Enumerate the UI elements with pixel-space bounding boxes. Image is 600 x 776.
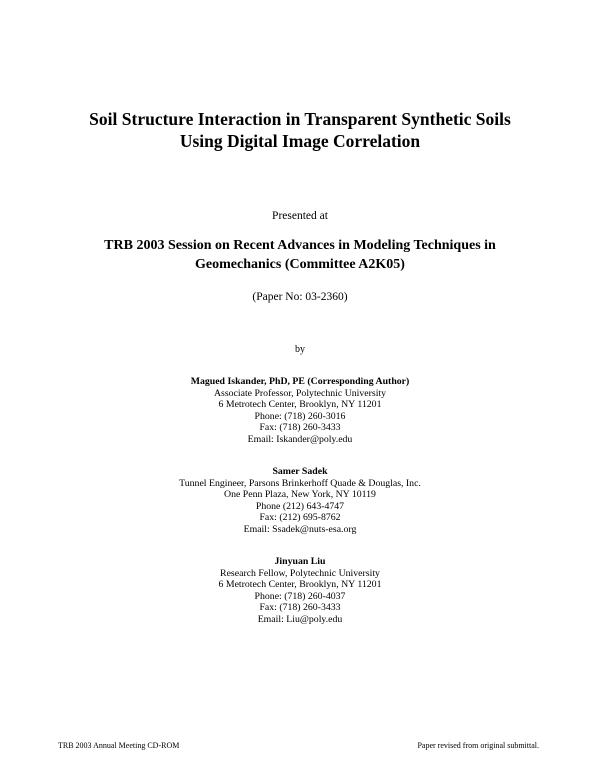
paper-number: (Paper No: 03-2360) bbox=[252, 291, 348, 303]
author-phone: Phone: (718) 260-4037 bbox=[254, 590, 346, 602]
title-line-2: Using Digital Image Correlation bbox=[179, 131, 421, 151]
title-line-1: Soil Structure Interaction in Transparent Synthetic Soils bbox=[89, 109, 511, 129]
paper-title bbox=[0, 108, 600, 152]
author-name: Samer Sadek bbox=[272, 466, 328, 477]
author-affiliation: Research Fellow, Polytechnic University bbox=[220, 567, 380, 579]
footer-right: Paper revised from original submittal. bbox=[417, 741, 539, 750]
author-address: 6 Metrotech Center, Brooklyn, NY 11201 bbox=[218, 579, 382, 590]
author-block-sadek bbox=[0, 466, 600, 535]
author-block-liu bbox=[0, 556, 600, 625]
author-address: One Penn Plaza, New York, NY 10119 bbox=[224, 489, 376, 500]
session-title bbox=[0, 236, 600, 274]
author-email: Email: Iskander@poly.edu bbox=[247, 433, 353, 445]
author-block-iskander bbox=[0, 376, 600, 445]
footer-left: TRB 2003 Annual Meeting CD-ROM bbox=[58, 741, 180, 750]
author-affiliation: Tunnel Engineer, Parsons Brinkerhoff Quade & Douglas, Inc. bbox=[179, 477, 421, 489]
presented-at-label: Presented at bbox=[272, 210, 328, 222]
author-fax: Fax: (212) 695-8762 bbox=[259, 512, 341, 523]
author-email: Email: Liu@poly.edu bbox=[257, 613, 343, 625]
author-fax: Fax: (718) 260-3433 bbox=[259, 602, 341, 613]
author-name: Magued Iskander, PhD, PE (Corresponding Author) bbox=[190, 376, 410, 387]
by-label: by bbox=[295, 344, 305, 355]
author-phone: Phone: (718) 260-3016 bbox=[254, 410, 346, 422]
author-address: 6 Metrotech Center, Brooklyn, NY 11201 bbox=[218, 399, 382, 410]
author-fax: Fax: (718) 260-3433 bbox=[259, 422, 341, 433]
session-line-2: Geomechanics (Committee A2K05) bbox=[195, 257, 405, 272]
author-affiliation: Associate Professor, Polytechnic University bbox=[213, 387, 387, 399]
author-name: Jinyuan Liu bbox=[274, 556, 326, 567]
author-email: Email: Ssadek@nuts-esa.org bbox=[243, 523, 357, 535]
author-phone: Phone (212) 643-4747 bbox=[255, 500, 345, 512]
session-line-1: TRB 2003 Session on Recent Advances in Modeling Techniques in bbox=[104, 238, 496, 253]
